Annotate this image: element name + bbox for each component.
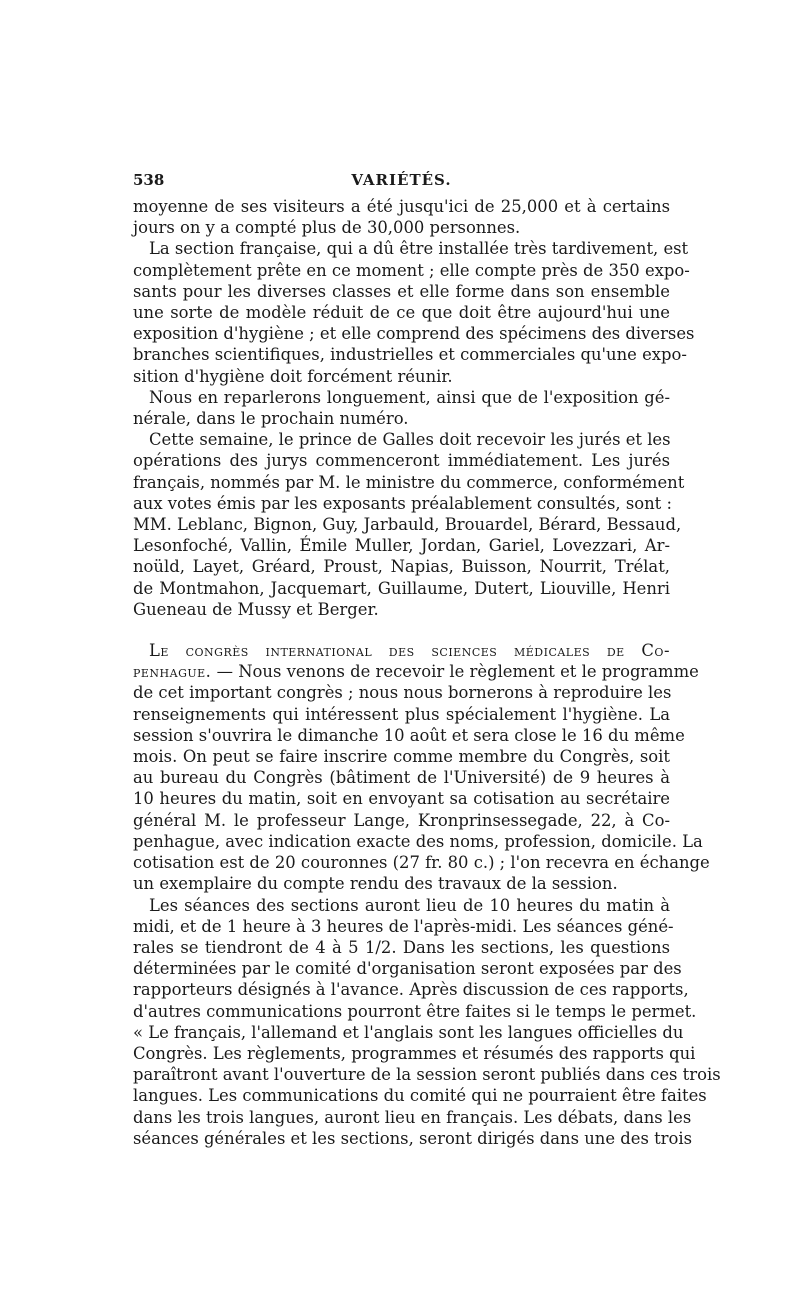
book-page <box>133 170 721 1149</box>
text-line: un exemplaire du compte rendu des travaux de la session. <box>133 874 618 894</box>
text-line: de Montmahon, Jacquemart, Guillaume, Dutert, Liouville, Henri <box>133 578 670 598</box>
text-line: « Le français, l'allemand et l'anglais sont les langues officielles du <box>133 1022 684 1042</box>
text-line: opérations des jurys commenceront immédiatement. Les jurés <box>133 451 670 471</box>
text-line: rapporteurs désignés à l'avance. Après discussion de ces rapports, <box>133 980 689 1000</box>
paragraph-section-francaise <box>133 238 695 386</box>
text-line: langues. Les communications du comité qui ne pourraient être faites <box>133 1086 707 1106</box>
text-line: français, nommés par M. le ministre du commerce, conformément <box>133 472 685 492</box>
text-line: jours on y a compté plus de 30,000 personnes. <box>133 218 521 238</box>
text-line: renseignements qui intéressent plus spécialement l'hygiène. La <box>133 704 670 724</box>
text-line: mois. On peut se faire inscrire comme membre du Congrès, soit <box>133 747 670 767</box>
section-congres-copenhague <box>133 640 710 894</box>
page-header <box>133 170 670 196</box>
text-line: Les séances des sections auront lieu de 10 heures du matin à <box>149 895 670 915</box>
text-line: noüld, Layet, Gréard, Proust, Napias, Buisson, Nourrit, Trélat, <box>133 557 670 577</box>
section-spacer <box>133 620 670 640</box>
text-line: aux votes émis par les exposants préalablement consultés, sont : <box>133 493 672 513</box>
text-line: général M. le professeur Lange, Kronprinsessegade, 22, à Co- <box>133 810 670 830</box>
section-heading-continued: penhague. <box>133 662 212 682</box>
text-line: rales se tiendront de 4 à 5 1/2. Dans les sections, les questions <box>133 937 670 957</box>
paragraph-visitors <box>133 196 670 238</box>
text-line: midi, et de 1 heure à 3 heures de l'après-midi. Les séances géné- <box>133 916 674 936</box>
text-line: paraîtront avant l'ouverture de la session seront publiés dans ces trois <box>133 1065 721 1085</box>
text-line: nérale, dans le prochain numéro. <box>133 409 409 429</box>
section-intro-text: — Nous venons de recevoir le règlement et le programme <box>211 662 699 682</box>
section-heading-line <box>133 640 670 661</box>
page-number: 538 <box>133 171 165 189</box>
text-line <box>133 661 699 682</box>
text-line: 10 heures du matin, soit en envoyant sa cotisation au secrétaire <box>133 789 670 809</box>
text-line: La section française, qui a dû être installée très tardivement, est <box>149 239 689 259</box>
text-line: au bureau du Congrès (bâtiment de l'Université) de 9 heures à <box>133 768 670 788</box>
text-line: de cet important congrès ; nous nous bornerons à reproduire les <box>133 683 672 703</box>
text-line: penhague, avec indication exacte des noms, profession, domicile. La <box>133 831 703 851</box>
text-line: Cette semaine, le prince de Galles doit recevoir les jurés et les <box>149 430 671 450</box>
text-line: Gueneau de Mussy et Berger. <box>133 599 379 619</box>
text-line: branches scientifiques, industrielles et commerciales qu'une expo- <box>133 345 687 365</box>
text-line: MM. Leblanc, Bignon, Guy, Jarbauld, Brouardel, Bérard, Bessaud, <box>133 515 682 535</box>
paragraph-reparlerons <box>133 387 670 429</box>
text-line: complètement prête en ce moment ; elle compte près de 350 expo- <box>133 260 690 280</box>
text-line: Nous en reparlerons longuement, ainsi que de l'exposition gé- <box>149 387 670 407</box>
text-line: d'autres communications pourront être faites si le temps le permet. <box>133 1001 697 1021</box>
text-line: dans les trois langues, auront lieu en français. Les débats, dans les <box>133 1107 692 1127</box>
text-line: séances générales et les sections, seront dirigés dans une des trois <box>133 1128 693 1148</box>
text-line: session s'ouvrira le dimanche 10 août et sera close le 16 du même <box>133 725 685 745</box>
text-line: déterminées par le comité d'organisation seront exposées par des <box>133 959 682 979</box>
text-line: Congrès. Les règlements, programmes et résumés des rapports qui <box>133 1043 696 1063</box>
text-line: sition d'hygiène doit forcément réunir. <box>133 366 453 386</box>
text-line: Lesonfoché, Vallin, Émile Muller, Jordan, Gariel, Lovezzari, Ar- <box>133 536 670 556</box>
text-line: sants pour les diverses classes et elle forme dans son ensemble <box>133 281 670 301</box>
paragraph-langues <box>133 1022 721 1149</box>
paragraph-jures <box>133 429 685 620</box>
running-title: VARIÉTÉS. <box>351 171 452 189</box>
paragraph-seances <box>133 895 697 1022</box>
text-line: moyenne de ses visiteurs a été jusqu'ici de 25,000 et à certains <box>133 197 670 216</box>
text-line: exposition d'hygiène ; et elle comprend des spécimens des diverses <box>133 324 695 344</box>
text-line: cotisation est de 20 couronnes (27 fr. 80 c.) ; l'on recevra en échange <box>133 853 710 873</box>
section-heading: Le congrès international des sciences médicales de Co- <box>149 641 670 661</box>
text-line: une sorte de modèle réduit de ce que doit être aujourd'hui une <box>133 303 670 323</box>
